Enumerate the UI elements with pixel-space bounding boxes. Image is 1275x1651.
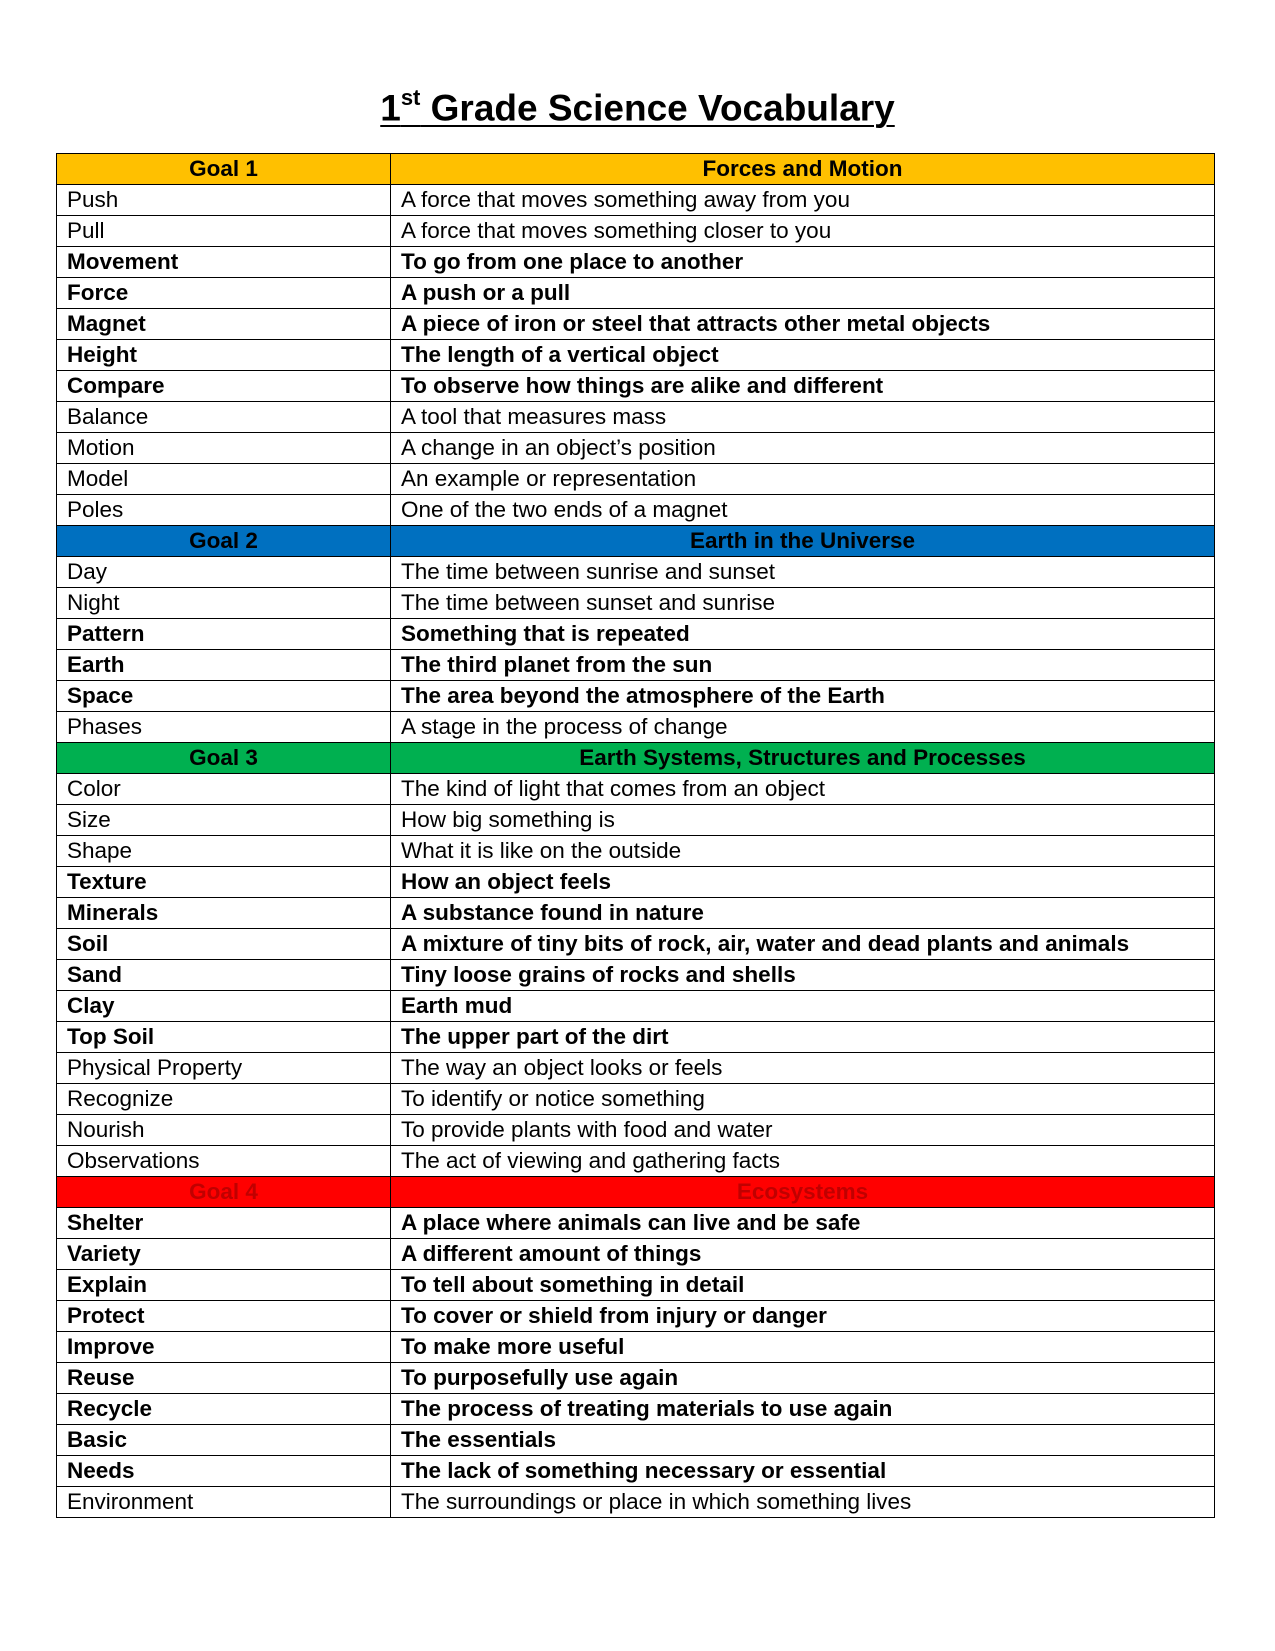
vocab-term: Movement xyxy=(57,247,391,278)
table-row xyxy=(57,1270,1215,1301)
vocab-term: Phases xyxy=(57,712,391,743)
vocab-term: Reuse xyxy=(57,1363,391,1394)
table-row xyxy=(57,1301,1215,1332)
vocab-term: Needs xyxy=(57,1456,391,1487)
table-row xyxy=(57,402,1215,433)
vocab-definition: To cover or shield from injury or danger xyxy=(391,1301,1215,1332)
table-row xyxy=(57,898,1215,929)
goal-label: Goal 2 xyxy=(57,526,391,557)
vocab-definition: A force that moves something closer to you xyxy=(391,216,1215,247)
vocab-term: Shelter xyxy=(57,1208,391,1239)
vocab-term: Environment xyxy=(57,1487,391,1518)
vocab-definition: A mixture of tiny bits of rock, air, water and dead plants and animals xyxy=(391,929,1215,960)
goal-header-row xyxy=(57,743,1215,774)
vocab-term: Model xyxy=(57,464,391,495)
vocab-term: Poles xyxy=(57,495,391,526)
table-row xyxy=(57,1239,1215,1270)
vocab-definition: To provide plants with food and water xyxy=(391,1115,1215,1146)
vocab-definition: A piece of iron or steel that attracts other metal objects xyxy=(391,309,1215,340)
vocab-definition: To make more useful xyxy=(391,1332,1215,1363)
table-row xyxy=(57,216,1215,247)
table-row xyxy=(57,278,1215,309)
vocab-definition: A different amount of things xyxy=(391,1239,1215,1270)
table-row xyxy=(57,681,1215,712)
table-row xyxy=(57,1394,1215,1425)
goal-label: Goal 1 xyxy=(57,154,391,185)
vocab-definition: A stage in the process of change xyxy=(391,712,1215,743)
vocab-definition: To purposefully use again xyxy=(391,1363,1215,1394)
table-row xyxy=(57,991,1215,1022)
title-superscript: st xyxy=(400,85,421,110)
table-row xyxy=(57,1208,1215,1239)
vocab-definition: The time between sunset and sunrise xyxy=(391,588,1215,619)
vocab-term: Push xyxy=(57,185,391,216)
vocab-term: Protect xyxy=(57,1301,391,1332)
vocab-definition: The essentials xyxy=(391,1425,1215,1456)
vocab-term: Compare xyxy=(57,371,391,402)
vocab-term: Recognize xyxy=(57,1084,391,1115)
goal-topic: Ecosystems xyxy=(391,1177,1215,1208)
vocab-definition: The area beyond the atmosphere of the Earth xyxy=(391,681,1215,712)
vocab-term: Clay xyxy=(57,991,391,1022)
vocab-term: Variety xyxy=(57,1239,391,1270)
vocab-definition: The process of treating materials to use again xyxy=(391,1394,1215,1425)
vocab-term: Top Soil xyxy=(57,1022,391,1053)
table-row xyxy=(57,433,1215,464)
goal-label: Goal 3 xyxy=(57,743,391,774)
vocab-term: Height xyxy=(57,340,391,371)
vocab-term: Shape xyxy=(57,836,391,867)
goal-label: Goal 4 xyxy=(57,1177,391,1208)
vocab-definition: The way an object looks or feels xyxy=(391,1053,1215,1084)
table-row xyxy=(57,1115,1215,1146)
table-row xyxy=(57,1363,1215,1394)
table-row xyxy=(57,1425,1215,1456)
table-row xyxy=(57,650,1215,681)
vocab-term: Observations xyxy=(57,1146,391,1177)
vocab-definition: A tool that measures mass xyxy=(391,402,1215,433)
vocabulary-table-body xyxy=(57,154,1215,1518)
table-row xyxy=(57,960,1215,991)
vocab-definition: Earth mud xyxy=(391,991,1215,1022)
vocab-term: Earth xyxy=(57,650,391,681)
vocab-term: Nourish xyxy=(57,1115,391,1146)
table-row xyxy=(57,805,1215,836)
table-row xyxy=(57,1456,1215,1487)
table-row xyxy=(57,1332,1215,1363)
table-row xyxy=(57,247,1215,278)
table-row xyxy=(57,464,1215,495)
vocab-definition: How an object feels xyxy=(391,867,1215,898)
vocab-definition: One of the two ends of a magnet xyxy=(391,495,1215,526)
vocab-definition: The length of a vertical object xyxy=(391,340,1215,371)
vocab-definition: A place where animals can live and be safe xyxy=(391,1208,1215,1239)
vocab-term: Sand xyxy=(57,960,391,991)
table-row xyxy=(57,340,1215,371)
vocab-term: Space xyxy=(57,681,391,712)
vocab-definition: The upper part of the dirt xyxy=(391,1022,1215,1053)
vocab-term: Minerals xyxy=(57,898,391,929)
table-row xyxy=(57,619,1215,650)
goal-header-row xyxy=(57,154,1215,185)
vocab-definition: The time between sunrise and sunset xyxy=(391,557,1215,588)
table-row xyxy=(57,495,1215,526)
vocab-term: Night xyxy=(57,588,391,619)
goal-header-row xyxy=(57,526,1215,557)
vocab-definition: What it is like on the outside xyxy=(391,836,1215,867)
table-row xyxy=(57,712,1215,743)
page-title xyxy=(0,72,1275,136)
table-row xyxy=(57,1053,1215,1084)
vocab-definition: The third planet from the sun xyxy=(391,650,1215,681)
vocab-definition: How big something is xyxy=(391,805,1215,836)
table-row xyxy=(57,929,1215,960)
vocab-definition: A push or a pull xyxy=(391,278,1215,309)
vocab-definition: The kind of light that comes from an object xyxy=(391,774,1215,805)
table-row xyxy=(57,185,1215,216)
vocab-definition: The act of viewing and gathering facts xyxy=(391,1146,1215,1177)
vocab-term: Pull xyxy=(57,216,391,247)
vocab-term: Pattern xyxy=(57,619,391,650)
vocab-definition: The lack of something necessary or essential xyxy=(391,1456,1215,1487)
table-row xyxy=(57,1487,1215,1518)
title-prefix: 1 xyxy=(380,87,401,129)
vocab-definition: To identify or notice something xyxy=(391,1084,1215,1115)
vocab-term: Balance xyxy=(57,402,391,433)
vocab-definition: Something that is repeated xyxy=(391,619,1215,650)
goal-topic: Forces and Motion xyxy=(391,154,1215,185)
table-row xyxy=(57,1146,1215,1177)
vocab-definition: Tiny loose grains of rocks and shells xyxy=(391,960,1215,991)
vocab-term: Recycle xyxy=(57,1394,391,1425)
vocab-term: Day xyxy=(57,557,391,588)
table-row xyxy=(57,867,1215,898)
vocab-term: Size xyxy=(57,805,391,836)
table-row xyxy=(57,836,1215,867)
vocab-term: Soil xyxy=(57,929,391,960)
table-row xyxy=(57,1084,1215,1115)
vocab-term: Texture xyxy=(57,867,391,898)
table-row xyxy=(57,1022,1215,1053)
vocab-definition: To observe how things are alike and different xyxy=(391,371,1215,402)
vocab-term: Improve xyxy=(57,1332,391,1363)
vocab-definition: A substance found in nature xyxy=(391,898,1215,929)
table-row xyxy=(57,588,1215,619)
vocab-term: Basic xyxy=(57,1425,391,1456)
vocab-definition: An example or representation xyxy=(391,464,1215,495)
vocab-definition: The surroundings or place in which something lives xyxy=(391,1487,1215,1518)
goal-topic: Earth Systems, Structures and Processes xyxy=(391,743,1215,774)
vocab-term: Explain xyxy=(57,1270,391,1301)
goal-header-row xyxy=(57,1177,1215,1208)
table-row xyxy=(57,774,1215,805)
vocab-definition: A force that moves something away from you xyxy=(391,185,1215,216)
vocab-definition: A change in an object’s position xyxy=(391,433,1215,464)
vocab-term: Motion xyxy=(57,433,391,464)
title-rest: Grade Science Vocabulary xyxy=(420,87,895,129)
vocab-term: Force xyxy=(57,278,391,309)
goal-topic: Earth in the Universe xyxy=(391,526,1215,557)
vocab-definition: To tell about something in detail xyxy=(391,1270,1215,1301)
vocab-definition: To go from one place to another xyxy=(391,247,1215,278)
table-row xyxy=(57,371,1215,402)
table-row xyxy=(57,309,1215,340)
vocab-term: Color xyxy=(57,774,391,805)
vocab-term: Magnet xyxy=(57,309,391,340)
table-row xyxy=(57,557,1215,588)
vocabulary-table xyxy=(56,153,1215,1518)
vocab-term: Physical Property xyxy=(57,1053,391,1084)
